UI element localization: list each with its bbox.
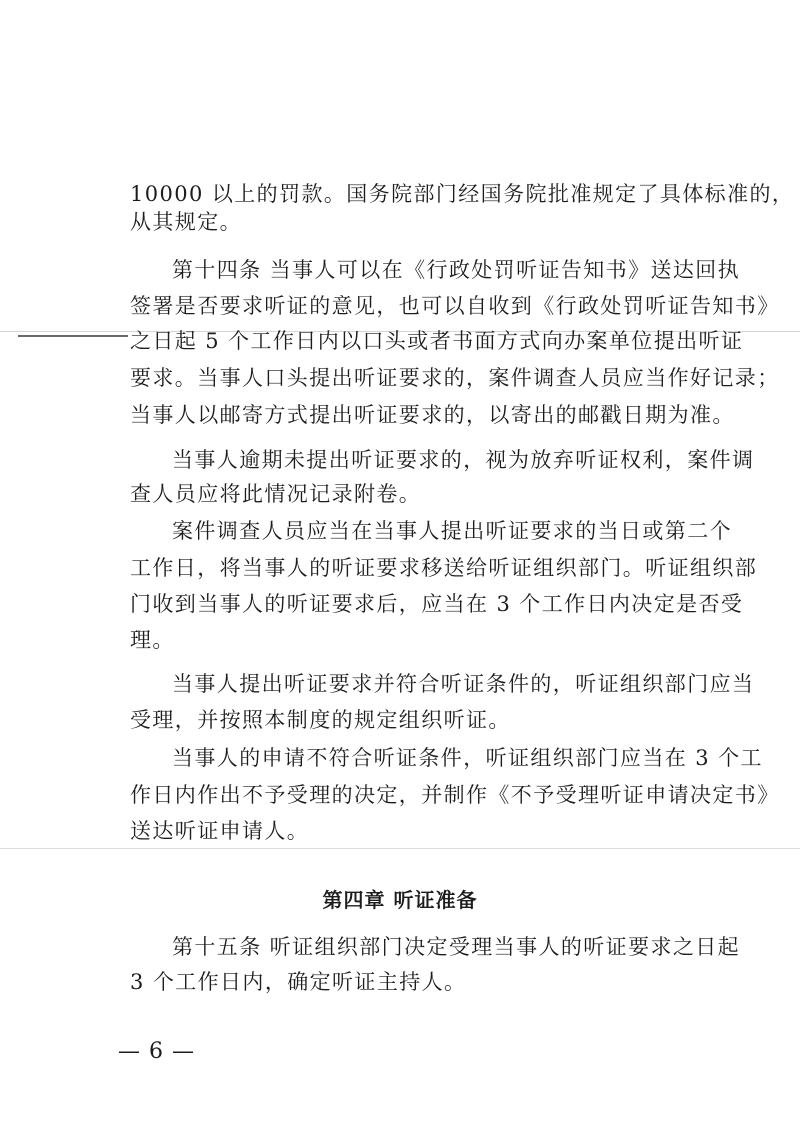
body-text-line: 作日内作出不予受理的决定，并制作《不予受理听证申请决定书》 [130, 783, 780, 807]
body-text-line: 查人员应将此情况记录附卷。 [130, 482, 422, 506]
body-text-line: 当事人提出听证要求并符合听证条件的，听证组织部门应当 [172, 672, 755, 696]
body-text-line: 案件调查人员应当在当事人提出听证要求的当日或第二个 [172, 519, 732, 543]
body-text-line: 工作日，将当事人的听证要求移送给听证组织部门。听证组织部 [130, 556, 758, 580]
body-text-line: 10000 以上的罚款。国务院部门经国务院批准规定了具体标准的， [130, 182, 795, 206]
body-text-line: 送达听证申请人。 [130, 819, 310, 843]
page-number: — 6 — [118, 1039, 195, 1064]
body-text-line: 从其规定。 [130, 210, 242, 234]
body-text-line: 受理，并按照本制度的规定组织听证。 [130, 708, 511, 732]
article-15-text-line: 第十五条 听证组织部门决定受理当事人的听证要求之日起 [172, 935, 741, 959]
article-14-text-line: 第十四条 当事人可以在《行政处罚听证告知书》送达回执 [172, 258, 741, 282]
article-15-text-line: 3 个工作日内，确定听证主持人。 [130, 970, 467, 994]
body-text-line: 理。 [130, 628, 175, 652]
scan-artifact-dash [18, 335, 128, 337]
article-14-text-line: 当事人以邮寄方式提出听证要求的，以寄出的邮戳日期为准。 [130, 403, 735, 427]
scan-artifact-line [0, 848, 800, 849]
article-14-text-line: 之日起 5 个工作日内以口头或者书面方式向办案单位提出听证 [130, 329, 744, 353]
chapter-heading: 第四章 听证准备 [322, 888, 478, 912]
body-text-line: 当事人的申请不符合听证条件，听证组织部门应当在 3 个工 [172, 746, 763, 770]
article-14-text-line: 要求。当事人口头提出听证要求的，案件调查人员应当作好记录； [130, 366, 780, 390]
article-14-text-line: 签署是否要求听证的意见，也可以自收到《行政处罚听证告知书》 [130, 294, 780, 318]
body-text-line: 当事人逾期未提出听证要求的，视为放弃听证权利，案件调 [172, 448, 755, 472]
body-text-line: 门收到当事人的听证要求后，应当在 3 个工作日内决定是否受 [130, 592, 744, 616]
